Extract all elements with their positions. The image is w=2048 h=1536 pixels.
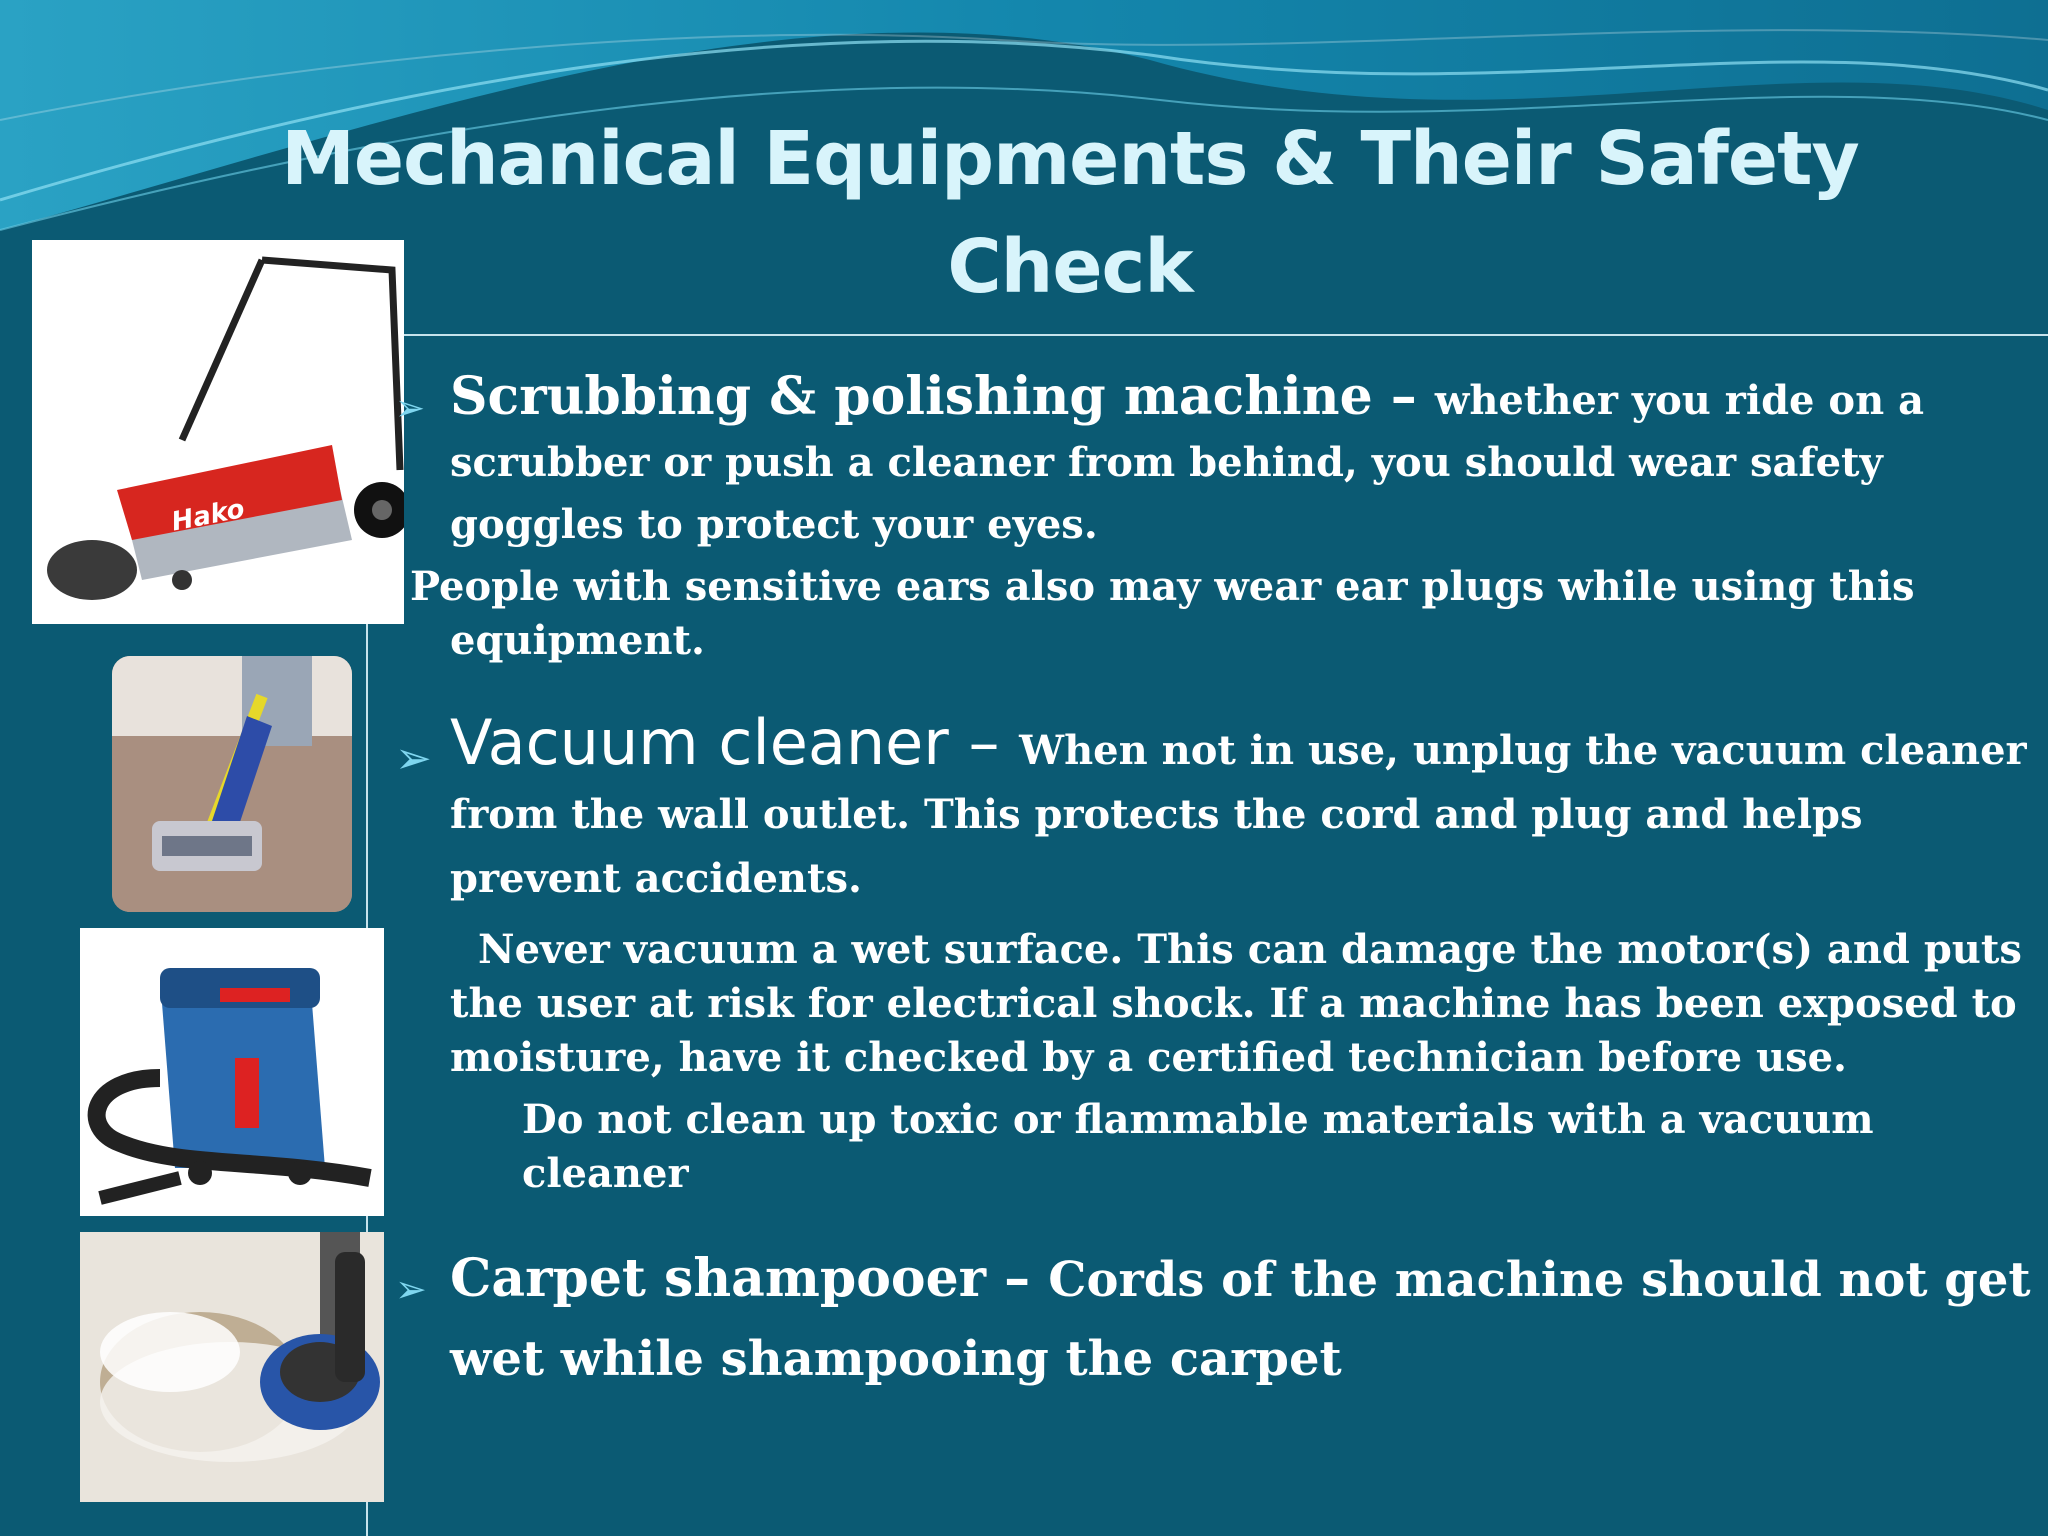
section-extra: Never vacuum a wet surface. This can damage the motor(s) and puts the user at risk for electrical shock. If a machine has been exposed to moisture, have it checked by a certified technician before use. (450, 926, 2022, 1081)
section-text: When not in use, unplug the vacuum cleaner from the wall outlet. This protects the cord and plug and helps prevent accidents. (450, 727, 2027, 902)
section-scrubbing (395, 366, 2035, 668)
arrow-bullet-icon: ➢ (395, 733, 432, 784)
sweeper-photo (32, 240, 404, 624)
frame-top-line (400, 334, 2048, 336)
section-text: whether you ride on a scrubber or push a cleaner from behind, you should wear safety goggles to protect your eyes. (450, 377, 1925, 548)
section-vacuum (395, 706, 2035, 1201)
arrow-bullet-icon: ➢ (395, 1267, 427, 1311)
carpet-shampooer-photo (80, 1232, 384, 1502)
section-heading: Carpet shampooer – (450, 1248, 1049, 1309)
section-extra: People with sensitive ears also may wear ear plugs while using this equipment. (410, 563, 1915, 664)
wet-dry-vacuum-photo (80, 928, 384, 1216)
vacuum-upright-photo (112, 656, 352, 912)
section-text: Cords of the machine should not get wet while shampooing the carpet (450, 1252, 2031, 1387)
section-heading: Vacuum cleaner – (450, 706, 1020, 779)
section-extra-2: Do not clean up toxic or flammable materials with a vacuum cleaner (522, 1096, 1874, 1197)
brand-label: Hako (169, 494, 248, 538)
section-shampooer (395, 1245, 2035, 1404)
section-heading: Scrubbing & polishing machine – (450, 366, 1435, 427)
arrow-bullet-icon: ➢ (395, 388, 426, 429)
slide-title: Mechanical Equipments & Their Safety Check (281, 116, 1859, 310)
